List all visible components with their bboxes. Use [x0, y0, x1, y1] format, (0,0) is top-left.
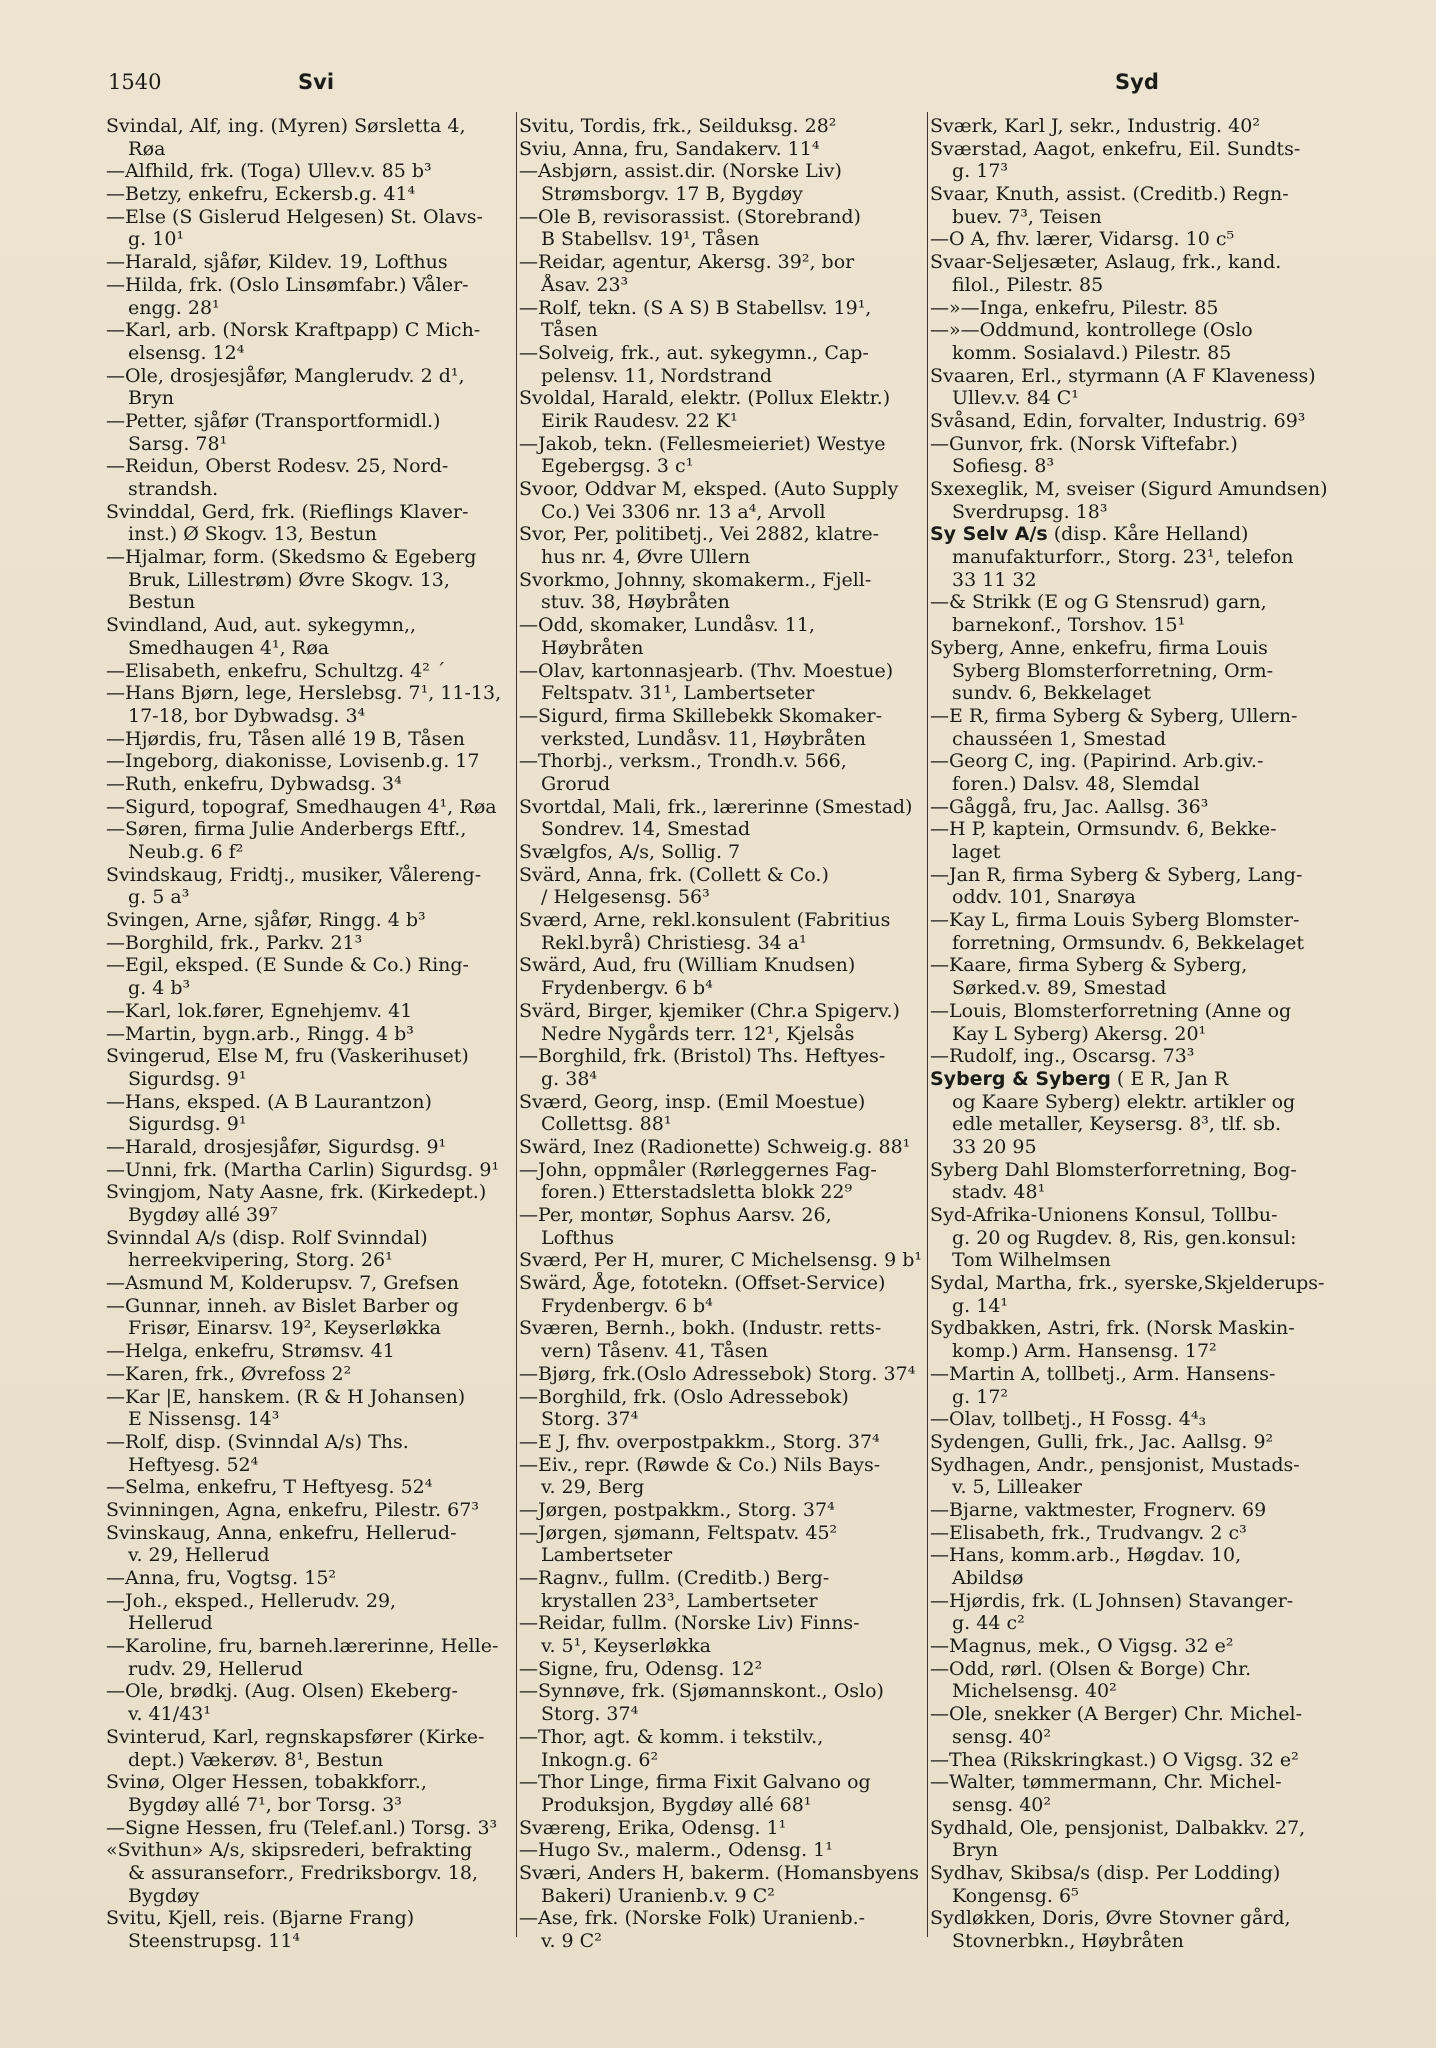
entry-line: g. 4 b³ — [128, 977, 191, 1000]
entry-line: g. 20 og Rugdev. 8, Ris, gen.konsul: — [952, 1226, 1297, 1249]
entry-line: Røa — [128, 137, 166, 160]
entry-line: strandsh. — [128, 478, 219, 500]
entry-line: —Olav, kartonnasjearb. (Thv. Moestue) — [519, 659, 894, 682]
entry-line: Bryn — [952, 1839, 999, 1862]
entry-line: —Georg C, ing. (Papirind. Arb.giv.- — [930, 750, 1264, 773]
entry-line: Svingen, Arne, sjåfør, Ringg. 4 b³ — [106, 909, 426, 932]
entry-line: Swärd, Åge, fototekn. (Offset-Service) — [519, 1272, 886, 1295]
entry-line: Svitu, Kjell, reis. (Bjarne Frang) — [106, 1907, 415, 1930]
entry-line: Syberg Blomsterforretning, Orm- — [952, 659, 1274, 682]
entry-line: herreekvipering, Storg. 26¹ — [128, 1249, 393, 1272]
entry-line: —Thea (Rikskringkast.) O Vigsg. 32 e² — [930, 1748, 1299, 1771]
entry-line: Svingjom, Naty Aasne, frk. (Kirkedept.) — [106, 1181, 487, 1204]
entry-line: Høybråten — [541, 636, 644, 659]
entry-line: —Asbjørn, assist.dir. (Norske Liv) — [519, 160, 842, 183]
entry-line: —Ragnv., fullm. (Creditb.) Berg- — [519, 1567, 830, 1589]
entry-line: v. 5, Lilleaker — [952, 1476, 1082, 1499]
entry-line: —Else (S Gislerud Helgesen) St. Olavs- — [106, 205, 483, 228]
entry-line: stuv. 38, Høybråten — [541, 591, 730, 614]
entry-line: foren.) Etterstadsletta blokk 22⁹ — [541, 1181, 853, 1204]
entry-line: —Martin A, tollbetj., Arm. Hansens- — [930, 1362, 1276, 1385]
entry-line: —Betzy, enkefru, Eckersb.g. 41⁴ — [106, 183, 416, 206]
entry-line: Frydenbergv. 6 b⁴ — [541, 977, 713, 1000]
entry-line: Svindal, Alf, ing. (Myren) Sørsletta 4, — [106, 115, 466, 137]
entry-line: v. 41/43¹ — [128, 1703, 211, 1726]
entry-line: Sydhagen, Andr., pensjonist, Mustads- — [930, 1453, 1300, 1476]
entry-line: —Egil, eksped. (E Sunde & Co.) Ring- — [106, 954, 469, 977]
entry-line — [930, 1068, 1336, 1091]
entry-line: Sydhav, Skibsa/s (disp. Per Lodding) — [930, 1861, 1281, 1884]
entry-line: Bygdøy — [128, 1884, 200, 1907]
entry-line: Svindskaug, Fridtj., musiker, Vålereng- — [106, 863, 482, 886]
entry-line: forretning, Ormsundv. 6, Bekkelaget — [952, 931, 1305, 954]
entry-line: —Ole, snekker (A Berger) Chr. Michel- — [930, 1703, 1303, 1726]
entry-line: —Søren, firma Julie Anderbergs Eftf., — [106, 818, 467, 841]
entry-line: —E R, firma Syberg & Syberg, Ullern- — [930, 704, 1298, 727]
entry-line: —Rolf, disp. (Svinndal A/s) Ths. — [106, 1430, 409, 1453]
entry-line: —Hans, eksped. (A B Laurantzon) — [106, 1090, 432, 1113]
entry-line: v. 5¹, Keyserløkka — [541, 1635, 711, 1658]
entry-line: —Eiv., repr. (Røwde & Co.) Nils Bays- — [519, 1453, 881, 1476]
entry-line: g. 14¹ — [952, 1294, 1009, 1317]
column-divider — [516, 112, 517, 1937]
entry-line: —Per, montør, Sophus Aarsv. 26, — [519, 1204, 832, 1226]
entry-line: —& Strikk (E og G Stensrud) garn, — [930, 591, 1267, 614]
entry-line: —Walter, tømmermann, Chr. Michel- — [930, 1771, 1282, 1794]
entry-line: Bygdøy allé 7¹, bor Torsg. 3³ — [128, 1793, 402, 1816]
entry-line: Bryn — [128, 387, 175, 410]
entry-line: —Thorbj., verksm., Trondh.v. 566, — [519, 750, 847, 773]
entry-line: Svärd, Anna, frk. (Collett & Co.) — [519, 863, 829, 886]
entry-line: v. 29, Hellerud — [128, 1544, 270, 1567]
entry-line: Svåsand, Edin, forvalter, Industrig. 69³ — [930, 409, 1306, 432]
entry-rest: ( E R, Jan R — [1110, 1067, 1229, 1090]
entry-line: —Hjalmar, form. (Skedsmo & Egeberg — [106, 546, 477, 569]
entry-line: krystallen 23³, Lambertseter — [541, 1589, 818, 1612]
entry-line: —Kar |E, hanskem. (R & H Johansen) — [106, 1385, 466, 1408]
entry-line: —Asmund M, Kolderupsv. 7, Grefsen — [106, 1272, 460, 1295]
entry-line: Produksjon, Bygdøy allé 68¹ — [541, 1793, 812, 1816]
entry-line: —Jakob, tekn. (Fellesmeieriet) Westye — [519, 432, 886, 455]
entry-line: —Hans Bjørn, lege, Herslebsg. 7¹, 11-13, — [106, 682, 502, 705]
entry-line: Sydbakken, Astri, frk. (Norsk Maskin- — [930, 1317, 1295, 1340]
entry-line: Nedre Nygårds terr. 12¹, Kjelsås — [541, 1022, 855, 1045]
entry-line: Swärd, Inez (Radionette) Schweig.g. 88¹ — [519, 1135, 911, 1158]
running-header-right: Syd — [1115, 70, 1159, 94]
entry-line: —Jan R, firma Syberg & Syberg, Lang- — [930, 863, 1303, 886]
entry-line: Strømsborgv. 17 B, Bygdøy — [541, 183, 803, 206]
entry-line: Svinø, Olger Hessen, tobakkforr., — [106, 1771, 427, 1794]
entry-line: elsensg. 12⁴ — [128, 341, 245, 364]
entry-line: —Borghild, frk. (Oslo Adressebok) — [519, 1385, 849, 1408]
entry-line: Sydløkken, Doris, Øvre Stovner gård, — [930, 1907, 1291, 1930]
page-number: 1540 — [108, 70, 162, 94]
entry-line: —Hugo Sv., malerm., Odensg. 1¹ — [519, 1839, 833, 1862]
entry-line: 33 11 32 — [952, 568, 1037, 591]
entry-line: Sigurdsg. 9¹ — [128, 1067, 247, 1090]
entry-line: —Solveig, frk., aut. sykegymn., Cap- — [519, 341, 869, 364]
entry-line: Bygdøy allé 39⁷ — [128, 1204, 278, 1226]
entry-line: Sværeng, Erika, Odensg. 1¹ — [519, 1816, 787, 1839]
entry-line: —O A, fhv. lærer, Vidarsg. 10 c⁵ — [930, 228, 1235, 251]
entry-line: —Karen, frk., Øvrefoss 2² — [106, 1362, 352, 1385]
entry-line: Frydenbergv. 6 b⁴ — [541, 1294, 713, 1317]
entry-line: Heftyesg. 52⁴ — [128, 1453, 259, 1476]
entry-line: —Elisabeth, enkefru, Schultzg. 4² ´ — [106, 659, 446, 682]
entry-line: Kay L Syberg) Akersg. 20¹ — [952, 1022, 1207, 1045]
entry-line: Steenstrupsg. 11⁴ — [128, 1930, 301, 1952]
entry-line: foren.) Dalsv. 48, Slemdal — [952, 772, 1200, 795]
entry-line: Storg. 37⁴ — [541, 1703, 639, 1726]
entry-line: —»—Inga, enkefru, Pilestr. 85 — [930, 296, 1219, 319]
entry-line: Svingerud, Else M, fru (Vaskerihuset) — [106, 1045, 469, 1068]
entry-line: Swärd, Aud, fru (William Knudsen) — [519, 954, 856, 977]
entry-line: Sydhald, Ole, pensjonist, Dalbakkv. 27, — [930, 1816, 1306, 1839]
bold-firm-name: Syberg & Syberg — [930, 1067, 1111, 1090]
entry-line: —Kay L, firma Louis Syberg Blomster- — [930, 909, 1300, 932]
entry-line: —Bjørg, frk.(Oslo Adressebok) Storg. 37⁴ — [519, 1362, 916, 1385]
entry-line — [930, 523, 1336, 546]
entry-line: 33 20 95 — [952, 1135, 1037, 1158]
entry-line: —Unni, frk. (Martha Carlin) Sigurdsg. 9¹ — [106, 1158, 500, 1181]
entry-line: Svoldal, Harald, elektr. (Pollux Elektr.) — [519, 387, 891, 410]
entry-line: Sværk, Karl J, sekr., Industrig. 40² — [930, 115, 1260, 137]
entry-line: —Gunnar, inneh. av Bislet Barber og — [106, 1294, 459, 1317]
column-3 — [930, 115, 1336, 1953]
entry-line: —Reidar, agentur, Akersg. 39², bor — [519, 251, 855, 274]
entry-line: Bakeri) Uranienb.v. 9 C² — [541, 1884, 775, 1907]
column-divider — [927, 112, 928, 1937]
entry-line: —Petter, sjåfør (Transportformidl.) — [106, 409, 441, 432]
entry-line: Svoor, Oddvar M, eksped. (Auto Supply — [519, 478, 899, 500]
entry-line: dept.) Vækerøv. 8¹, Bestun — [128, 1748, 384, 1771]
entry-line: —Gunvor, frk. (Norsk Viftefabr.) — [930, 432, 1238, 455]
entry-line: —Thor Linge, firma Fixit Galvano og — [519, 1771, 871, 1794]
entry-line: Svaar-Seljesæter, Aslaug, frk., kand. — [930, 251, 1282, 274]
entry-line: —Synnøve, frk. (Sjømannskont., Oslo) — [519, 1680, 884, 1703]
entry-line: Bruk, Lillestrøm) Øvre Skogv. 13, — [128, 568, 450, 591]
entry-line: —Hilda, frk. (Oslo Linsømfabr.) Våler- — [106, 273, 469, 296]
entry-line: Sværd, Arne, rekl.konsulent (Fabritius — [519, 909, 891, 932]
entry-line: —Ruth, enkefru, Dybwadsg. 3⁴ — [106, 772, 402, 795]
entry-line: Sydal, Martha, frk., syerske,Skjelderups- — [930, 1272, 1325, 1295]
entry-line: Smedhaugen 4¹, Røa — [128, 636, 330, 659]
entry-line: edle metaller, Keysersg. 8³, tlf. sb. — [952, 1113, 1282, 1136]
entry-line: stadv. 48¹ — [952, 1181, 1046, 1204]
entry-line: Frisør, Einarsv. 19², Keyserløkka — [128, 1317, 441, 1340]
entry-line: Svinningen, Agna, enkefru, Pilestr. 67³ — [106, 1498, 479, 1521]
entry-line: Syberg Dahl Blomsterforretning, Bog- — [930, 1158, 1297, 1181]
entry-line: chausséen 1, Smestad — [952, 727, 1167, 750]
entry-line: —Ase, frk. (Norske Folk) Uranienb.- — [519, 1907, 866, 1930]
entry-line: —»—Oddmund, kontrollege (Oslo — [930, 319, 1253, 342]
entry-line: Sarsg. 78¹ — [128, 432, 228, 455]
entry-line: —Selma, enkefru, T Heftyesg. 52⁴ — [106, 1476, 433, 1499]
entry-line: oddv. 101, Snarøya — [952, 886, 1136, 909]
entry-line: —Louis, Blomsterforretning (Anne og — [930, 999, 1292, 1022]
entry-line: E Nissensg. 14³ — [128, 1408, 280, 1431]
entry-line: —Magnus, mek., O Vigsg. 32 e² — [930, 1635, 1234, 1658]
entry-line: g. 5 a³ — [128, 886, 190, 909]
entry-line: komp.) Arm. Hansensg. 17² — [952, 1340, 1217, 1363]
entry-line: Sværd, Georg, insp. (Emil Moestue) — [519, 1090, 866, 1113]
entry-line: —Odd, rørl. (Olsen & Borge) Chr. — [930, 1657, 1252, 1680]
entry-line: Svor, Per, politibetj., Vei 2882, klatre- — [519, 523, 880, 546]
entry-line: pelensv. 11, Nordstrand — [541, 364, 773, 387]
entry-line: Eirik Raudesv. 22 K¹ — [541, 409, 738, 432]
entry-line: Michelsensg. 40² — [952, 1680, 1117, 1703]
entry-line: B Stabellsv. 19¹, Tåsen — [541, 228, 760, 251]
entry-line: —Jørgen, sjømann, Feltspatv. 45² — [519, 1521, 838, 1544]
entry-line: Collettsg. 88¹ — [541, 1113, 672, 1136]
entry-line: —Anna, fru, Vogtsg. 15² — [106, 1567, 337, 1589]
entry-line: —Harald, drosjesjåfør, Sigurdsg. 9¹ — [106, 1135, 447, 1158]
entry-line: v. 29, Berg — [541, 1476, 645, 1499]
entry-line: —Hjørdis, fru, Tåsen allé 19 B, Tåsen — [106, 727, 465, 750]
entry-rest: (disp. Kåre Helland) — [1047, 523, 1249, 546]
entry-line: —Harald, sjåfør, Kildev. 19, Lofthus — [106, 251, 448, 274]
entry-line: —Borghild, frk., Parkv. 21³ — [106, 931, 363, 954]
entry-line: —Thor, agt. & komm. i tekstilv., — [519, 1725, 824, 1748]
entry-line: sensg. 40² — [952, 1793, 1052, 1816]
entry-line: —John, oppmåler (Rørleggernes Fag- — [519, 1158, 877, 1181]
entry-line: Rekl.byrå) Christiesg. 34 a¹ — [541, 931, 807, 954]
entry-line: Tom Wilhelmsen — [952, 1249, 1111, 1272]
entry-line: Hellerud — [128, 1612, 213, 1635]
entry-line: sensg. 40² — [952, 1725, 1052, 1748]
entry-line: Tåsen — [541, 319, 598, 342]
entry-line: Sxexeglik, M, sveiser (Sigurd Amundsen) — [930, 478, 1328, 500]
entry-line: —Helga, enkefru, Strømsv. 41 — [106, 1340, 395, 1363]
entry-line: —Ole B, revisorassist. (Storebrand) — [519, 205, 861, 228]
entry-line: —Sigurd, topograf, Smedhaugen 4¹, Røa — [106, 795, 497, 818]
entry-line: Bestun — [128, 591, 196, 614]
entry-line: —Odd, skomaker, Lundåsv. 11, — [519, 614, 815, 637]
entry-line: 17-18, bor Dybwadsg. 3⁴ — [128, 704, 366, 727]
entry-line: Sværi, Anders H, bakerm. (Homansbyens — [519, 1861, 920, 1884]
entry-line: manufakturforr., Storg. 23¹, telefon — [952, 546, 1294, 569]
entry-line: Svorkmo, Johnny, skomakerm., Fjell- — [519, 568, 872, 591]
entry-line: verksted, Lundåsv. 11, Høybråten — [541, 727, 867, 750]
entry-line: Åsav. 23³ — [541, 273, 629, 296]
entry-line: Grorud — [541, 772, 611, 795]
entry-line: Svinndal A/s (disp. Rolf Svinndal) — [106, 1226, 428, 1249]
entry-line: —Elisabeth, frk., Trudvangv. 2 c³ — [930, 1521, 1247, 1544]
entry-line: og Kaare Syberg) elektr. artikler og — [952, 1090, 1296, 1113]
entry-line: «Svithun» A/s, skipsrederi, befrakting — [106, 1839, 473, 1862]
entry-line: —Reidun, Oberst Rodesv. 25, Nord- — [106, 455, 449, 478]
entry-line: —Signe Hessen, fru (Telef.anl.) Torsg. 3³ — [106, 1816, 498, 1839]
entry-line: —Sigurd, firma Skillebekk Skomaker- — [519, 704, 883, 727]
entry-line: filol., Pilestr. 85 — [952, 273, 1104, 296]
column-2 — [519, 115, 925, 1953]
entry-line: sundv. 6, Bekkelaget — [952, 682, 1152, 705]
entry-line: Svinddal, Gerd, frk. (Rieflings Klaver- — [106, 500, 469, 523]
bold-firm-name: Sy Selv A/s — [930, 523, 1048, 546]
entry-line: Sigurdsg. 9¹ — [128, 1113, 247, 1136]
entry-line: —Rudolf, ing., Oscarsg. 73³ — [930, 1045, 1195, 1068]
entry-line: hus nr. 4, Øvre Ullern — [541, 546, 751, 569]
entry-line: —Karoline, fru, barneh.lærerinne, Helle- — [106, 1635, 499, 1658]
entry-line: —Olav, tollbetj., H Fossg. 4⁴₃ — [930, 1408, 1207, 1431]
entry-line: —Ole, drosjesjåfør, Manglerudv. 2 d¹, — [106, 364, 465, 387]
entry-line: Sofiesg. 8³ — [952, 455, 1055, 478]
entry-line: Sværen, Bernh., bokh. (Industr. retts- — [519, 1317, 882, 1340]
entry-line: Co.) Vei 3306 nr. 13 a⁴, Arvoll — [541, 500, 826, 523]
entry-line: —Kaare, firma Syberg & Syberg, — [930, 954, 1248, 977]
column-1 — [106, 115, 512, 1953]
entry-line: Sydengen, Gulli, frk., Jac. Aallsg. 9² — [930, 1430, 1274, 1453]
entry-line: Syberg, Anne, enkefru, firma Louis — [930, 636, 1268, 659]
entry-line: —Hans, komm.arb., Høgdav. 10, — [930, 1544, 1242, 1567]
entry-line: Svortdal, Mali, frk., lærerinne (Smestad) — [519, 795, 913, 818]
entry-line: inst.) Ø Skogv. 13, Bestun — [128, 523, 377, 546]
entry-line: —Karl, arb. (Norsk Kraftpapp) C Mich- — [106, 319, 481, 342]
entry-line: Sverdrupsg. 18³ — [952, 500, 1108, 523]
entry-line: Stovnerbkn., Høybråten — [952, 1930, 1184, 1952]
entry-line: —Gåggå, fru, Jac. Aallsg. 36³ — [930, 795, 1209, 818]
entry-line: —Borghild, frk. (Bristol) Ths. Heftyes- — [519, 1045, 886, 1068]
entry-line: rudv. 29, Hellerud — [128, 1657, 303, 1680]
entry-line: barnekonf., Torshov. 15¹ — [952, 614, 1186, 637]
entry-line: laget — [952, 841, 1001, 863]
running-header-left: Svi — [298, 70, 335, 94]
entry-line: Lofthus — [541, 1226, 614, 1249]
entry-line: Svælgfos, A/s, Sollig. 7 — [519, 841, 741, 863]
entry-line: buev. 7³, Teisen — [952, 205, 1102, 228]
entry-line: v. 9 C² — [541, 1930, 602, 1952]
entry-line: Svaaren, Erl., styrmann (A F Klaveness) — [930, 364, 1316, 387]
entry-line: —Rolf, tekn. (S A S) B Stabellsv. 19¹, — [519, 296, 872, 319]
entry-line: —Ole, brødkj. (Aug. Olsen) Ekeberg- — [106, 1680, 458, 1703]
entry-line: vern) Tåsenv. 41, Tåsen — [541, 1340, 768, 1363]
entry-line: engg. 28¹ — [128, 296, 220, 319]
entry-line: Storg. 37⁴ — [541, 1408, 639, 1431]
entry-line: Egebergsg. 3 c¹ — [541, 455, 694, 478]
entry-line: Ullev.v. 84 C¹ — [952, 387, 1079, 410]
entry-line: Kongensg. 6⁵ — [952, 1884, 1079, 1907]
entry-line: g. 44 c² — [952, 1612, 1025, 1635]
entry-line: Sondrev. 14, Smestad — [541, 818, 751, 841]
entry-line: Abildsø — [952, 1567, 1024, 1589]
entry-line: —E J, fhv. overpostpakkm., Storg. 37⁴ — [519, 1430, 880, 1453]
entry-line: & assuranseforr., Fredriksborgv. 18, — [128, 1861, 479, 1884]
entry-line: g. 17³ — [952, 160, 1009, 183]
entry-line: Svindland, Aud, aut. sykegymn,, — [106, 614, 417, 637]
entry-line: —Reidar, fullm. (Norske Liv) Finns- — [519, 1612, 860, 1635]
entry-line: —Karl, lok.fører, Egnehjemv. 41 — [106, 999, 413, 1022]
entry-line: —Hjørdis, frk. (L Johnsen) Stavanger- — [930, 1589, 1294, 1612]
entry-line: Sørked.v. 89, Smestad — [952, 977, 1167, 1000]
entry-line: Svinterud, Karl, regnskapsfører (Kirke- — [106, 1725, 485, 1748]
entry-line: g. 17² — [952, 1385, 1009, 1408]
entry-line: Sværstad, Aagot, enkefru, Eil. Sundts- — [930, 137, 1301, 160]
entry-line: Neub.g. 6 f² — [128, 841, 244, 863]
entry-line: Sviu, Anna, fru, Sandakerv. 11⁴ — [519, 137, 820, 160]
entry-line: Lambertseter — [541, 1544, 673, 1567]
entry-line: Svinskaug, Anna, enkefru, Hellerud- — [106, 1521, 457, 1544]
entry-line: Svitu, Tordis, frk., Seilduksg. 28² — [519, 115, 837, 137]
entry-line: g. 38⁴ — [541, 1067, 598, 1090]
entry-line: Svärd, Birger, kjemiker (Chr.a Spigerv.) — [519, 999, 900, 1022]
entry-line: —Bjarne, vaktmester, Frognerv. 69 — [930, 1498, 1267, 1521]
entry-line: —H P, kaptein, Ormsundv. 6, Bekke- — [930, 818, 1277, 841]
entry-line: —Ingeborg, diakonisse, Lovisenb.g. 17 — [106, 750, 480, 773]
entry-line: —Signe, fru, Odensg. 12² — [519, 1657, 763, 1680]
entry-line: —Alfhild, frk. (Toga) Ullev.v. 85 b³ — [106, 160, 432, 183]
entry-line: Svaar, Knuth, assist. (Creditb.) Regn- — [930, 183, 1289, 206]
entry-line: / Helgesensg. 56³ — [541, 886, 710, 909]
entry-line: komm. Sosialavd.) Pilestr. 85 — [952, 341, 1232, 364]
entry-line: Sværd, Per H, murer, C Michelsensg. 9 b¹ — [519, 1249, 922, 1272]
entry-line: Syd-Afrika-Unionens Konsul, Tollbu- — [930, 1204, 1278, 1226]
entry-line: —Joh., eksped., Hellerudv. 29, — [106, 1589, 397, 1612]
entry-line: —Jørgen, postpakkm., Storg. 37⁴ — [519, 1498, 835, 1521]
entry-line: —Martin, bygn.arb., Ringg. 4 b³ — [106, 1022, 414, 1045]
entry-line: g. 10¹ — [128, 228, 185, 251]
entry-line: Inkogn.g. 6² — [541, 1748, 659, 1771]
entry-line: Feltspatv. 31¹, Lambertseter — [541, 682, 815, 705]
